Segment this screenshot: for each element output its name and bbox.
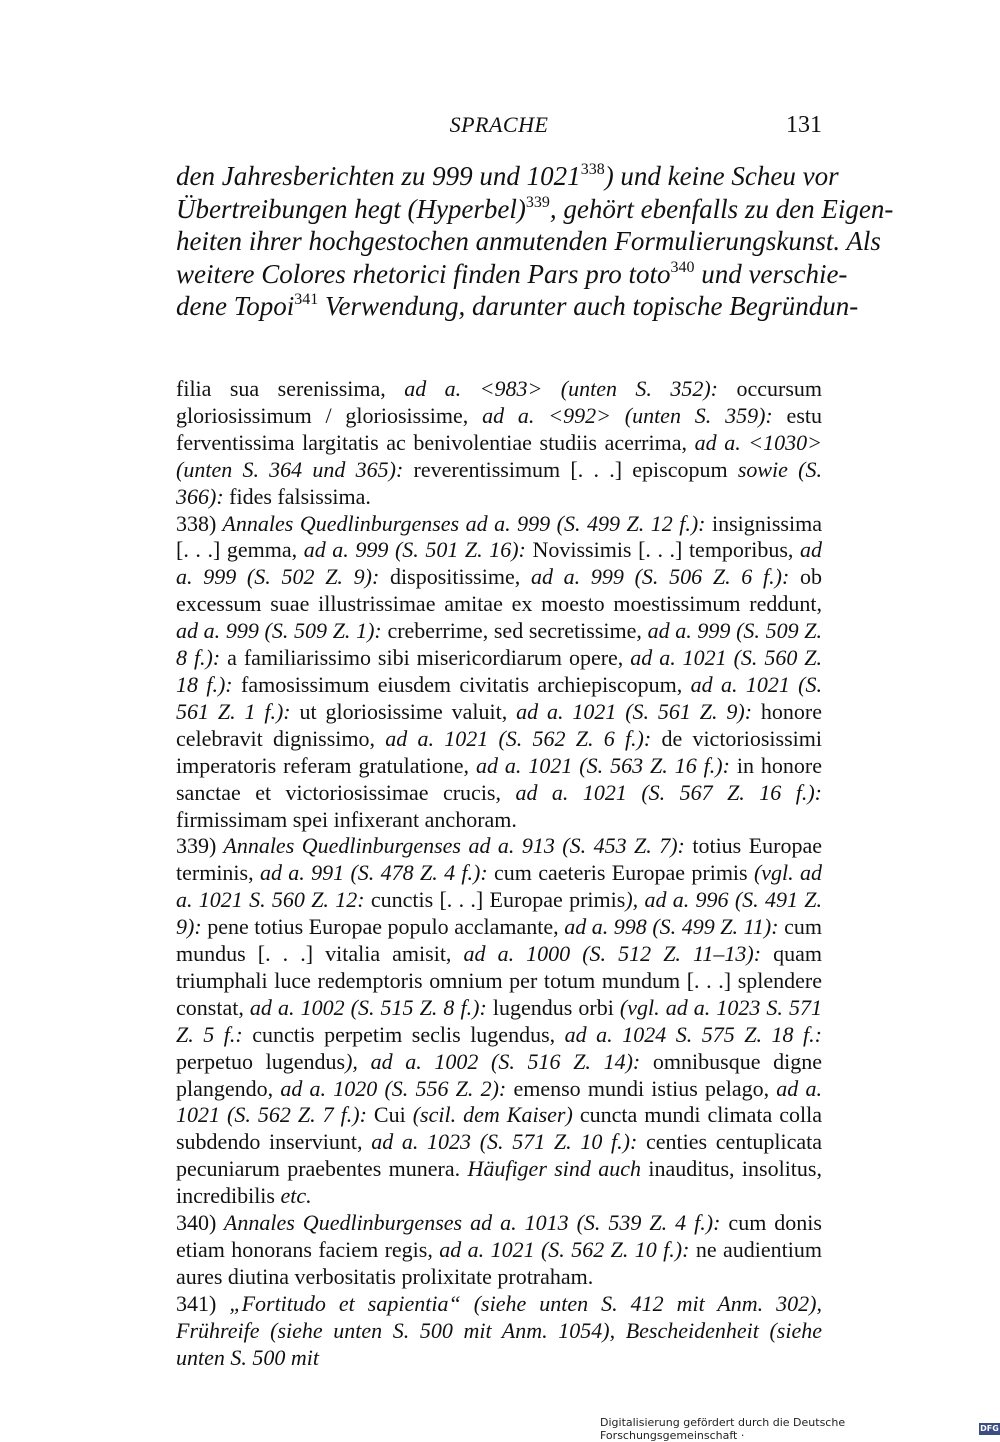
text-run: pene totius Europae populo acclamante, xyxy=(201,914,565,940)
text-run: filia sua serenissima, xyxy=(176,376,405,401)
footnote-ref-340: 340 xyxy=(670,258,695,276)
text-run: Cui xyxy=(366,1102,413,1128)
text-run: ad a. 998 (S. 499 Z. 11): xyxy=(564,914,779,940)
text-run: cunctis [. . .] Europae primis xyxy=(364,887,626,913)
running-head xyxy=(176,112,822,148)
text-run: ad a. 991 (S. 478 Z. 4 f.): xyxy=(259,860,488,886)
text-run: perpetuo lugendus xyxy=(176,1048,346,1074)
text-run: a familiarissimo sibi misericordiarum opere, xyxy=(220,645,631,671)
text-run: und verschie- xyxy=(694,258,848,289)
text-run: emenso mundi istius pelago, xyxy=(506,1075,777,1101)
footnote-ref-338: 338 xyxy=(580,161,605,178)
text-run: ut gloriosissime valuit, xyxy=(290,698,517,724)
dfg-logo-icon: DFG xyxy=(980,1424,999,1433)
text-run: occursum gloriosissimum / gloriosissime, xyxy=(176,376,822,428)
footnote-number: 338) xyxy=(176,510,217,536)
text-run: Novissimis [. . .] temporibus, xyxy=(525,537,801,563)
text-run: Annales Quedlinburgenses ad a. 999 (S. 499 Z. 12 f.): xyxy=(216,510,706,536)
text-run: centies centuplicata pecuniarum praebentes munera. xyxy=(176,1129,822,1182)
text-run: ), ad a. 996 (S. 491 Z. 9): xyxy=(176,887,822,940)
text-run: ne audientium aures diutina verbositatis prolixitate protraham. xyxy=(176,1237,822,1289)
text-run: lugendus orbi xyxy=(486,994,620,1020)
text-run: omnibusque digne plangendo, xyxy=(176,1048,822,1101)
text-run: de victoriosissimi imperatoris referam gratulatione, xyxy=(176,725,823,778)
text-run: ad a. 1024 S. 575 Z. 18 f.: xyxy=(564,1021,822,1047)
text-run: honore celebravit dignissimo, xyxy=(176,698,823,751)
text-run: Annales Quedlinburgenses ad a. 1013 (S. 539 Z. 4 f.): xyxy=(216,1210,721,1236)
text-run: cum caeteris Europae primis xyxy=(487,860,754,886)
main-line xyxy=(176,193,894,226)
main-line xyxy=(176,160,839,193)
text-run: quam triumphali luce redemptoris omnium per totum mundum [. . .] splendere constat, xyxy=(176,941,822,1020)
text-run: ad a. 999 (S. 506 Z. 6 f.): xyxy=(530,564,790,590)
text-run: den Jahresberichten zu 999 und 1021 xyxy=(176,161,581,191)
text-run: ad a. 1021 (S. 561 Z. 1 f.): xyxy=(176,671,823,724)
running-title: SPRACHE xyxy=(449,112,549,137)
text-run: ad a. 1021 (S. 562 Z. 7 f.): xyxy=(176,1075,822,1128)
text-run: fides falsissima. xyxy=(223,483,371,509)
footnotes xyxy=(176,376,822,1372)
footnote-339 xyxy=(176,833,822,1210)
text-run: Verwendung, darunter auch topische Begründun- xyxy=(318,291,859,322)
text-run: ) und keine Scheu vor xyxy=(604,161,839,191)
main-text xyxy=(176,160,894,323)
text-run: ob excessum suae illustrissimae amitae ex moesto moestissimum reddunt, xyxy=(176,564,823,617)
text-run: reverentissimum [. . .] episcopum xyxy=(403,456,738,482)
footnote-ref-341: 341 xyxy=(294,291,319,309)
text-run: ad a. 1021 (S. 560 Z. 18 f.): xyxy=(176,645,823,697)
text-run: cuncta mundi climata colla subdendo inserviunt, xyxy=(176,1102,822,1155)
text-run: ad a. 1023 (S. 571 Z. 10 f.): xyxy=(371,1129,638,1155)
text-run: firmissimam spei infixerant anchoram. xyxy=(176,806,517,832)
footnote-ref-339: 339 xyxy=(525,193,550,211)
digitization-footer xyxy=(600,1416,1000,1442)
text-run: ad a. 1000 (S. 512 Z. 11–13): xyxy=(463,941,762,967)
text-run: etc. xyxy=(280,1183,312,1209)
footnote-341 xyxy=(176,1291,822,1372)
text-run: estu ferventissima largitatis ac benivolentiae studiis acerrima, xyxy=(176,402,822,455)
text-run: , gehört ebenfalls zu den Eigen- xyxy=(549,193,894,224)
text-run: Annales Quedlinburgenses ad a. 913 (S. 453 Z. 7): xyxy=(216,833,685,859)
text-run: cunctis perpetim seclis lugendus, xyxy=(242,1021,565,1047)
text-run: ad a. 1002 (S. 515 Z. 8 f.): xyxy=(249,994,487,1020)
footnote-continuation xyxy=(176,376,822,511)
text-run: dispositissime, xyxy=(379,564,531,590)
text-run: ad a. 999 (S. 502 Z. 9): xyxy=(176,537,823,590)
footnote-number: 340) xyxy=(176,1210,217,1236)
text-run: ad a. 1021 (S. 562 Z. 10 f.): xyxy=(439,1237,690,1262)
text-run: ad a. <1030> (unten S. 364 und 365): xyxy=(176,429,822,482)
text-run: cum donis etiam honorans faciem regis, xyxy=(176,1210,822,1262)
text-run: ad a. <992> (unten S. 359): xyxy=(482,402,773,428)
text-run: totius Europae terminis, xyxy=(176,833,822,886)
text-run: ad a. 1020 (S. 556 Z. 2): xyxy=(280,1075,507,1101)
text-run: ), ad a. 1002 (S. 516 Z. 14): xyxy=(345,1048,641,1074)
text-run: weitere Colores rhetorici finden Pars pro toto xyxy=(176,258,671,289)
text-run: dene Topoi xyxy=(176,291,295,322)
text-run: Häufiger sind auch xyxy=(467,1156,642,1182)
text-run: ad a. 999 (S. 509 Z. 1): xyxy=(176,618,382,644)
footnote-number: 341) xyxy=(176,1290,217,1316)
footnote-338 xyxy=(176,511,822,834)
text-run: ad a. 1021 (S. 561 Z. 9): xyxy=(516,698,753,724)
text-run: ad a. 999 (S. 501 Z. 16): xyxy=(303,537,526,563)
text-run: (vgl. ad a. 1021 S. 560 Z. 12: xyxy=(176,860,822,913)
footnote-340 xyxy=(176,1210,822,1291)
text-run: sowie (S. 366): xyxy=(176,456,822,509)
text-run: ad a. 999 (S. 509 Z. 8 f.): xyxy=(176,618,823,671)
text-run: ad a. <983> (unten S. 352): xyxy=(404,376,719,401)
text-run: (vgl. ad a. 1023 S. 571 Z. 5 f.: xyxy=(176,994,822,1047)
text-run: famosissimum eiusdem civitatis archiepiscopum, xyxy=(232,671,691,697)
page-number: 131 xyxy=(786,112,822,138)
text-run: ad a. 1021 (S. 563 Z. 16 f.): xyxy=(475,752,730,778)
footer-text: Digitalisierung gefördert durch die Deutsche Forschungsgemeinschaft · xyxy=(600,1416,846,1442)
text-run: „Fortitudo et sapientia“ (siehe unten S. 412 mit Anm. 302), Frühreife (siehe unten S. 500 mit Anm. 1054), Bescheidenheit (siehe unten S. 500 mit xyxy=(176,1290,822,1370)
text-run: ad a. 1021 (S. 567 Z. 16 f.): xyxy=(515,779,822,805)
text-run: creberrime, sed secretissime, xyxy=(381,618,648,644)
main-line xyxy=(176,290,859,323)
text-run: ad a. 1021 (S. 562 Z. 6 f.): xyxy=(385,725,652,751)
main-line xyxy=(176,258,848,291)
text-run: in honore sanctae et victoriosissimae crucis, xyxy=(176,752,823,805)
text-run: insignissima [. . .] gemma, xyxy=(176,510,822,563)
text-run: Übertreibungen hegt (Hyperbel) xyxy=(176,193,526,224)
text-run: (scil. dem Kaiser) xyxy=(412,1102,573,1128)
text-run: inauditus, insolitus, incredibilis xyxy=(176,1156,822,1209)
footnote-number: 339) xyxy=(176,833,217,859)
text-run: cum mundus [. . .] vitalia amisit, xyxy=(176,914,822,967)
main-line: heiten ihrer hochgestochen anmutenden Formulierungskunst. Als xyxy=(176,226,881,257)
